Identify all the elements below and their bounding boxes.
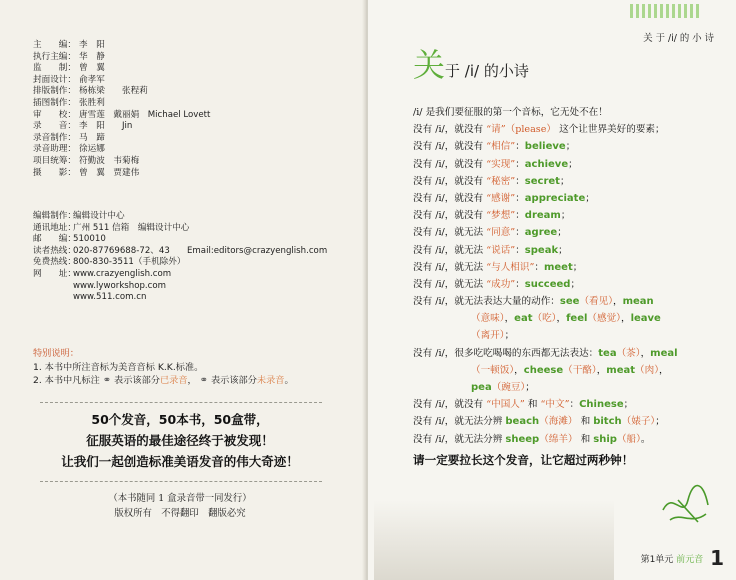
copyright-text: 版权所有 不得翻印 翻版必究 <box>114 508 246 519</box>
credit-row <box>33 40 210 52</box>
contact-value: 020-87769688-72、43 Email:editors@crazyenglish.com <box>73 245 328 256</box>
chinese-gloss: “中文” <box>540 399 570 411</box>
contact-row <box>33 246 327 258</box>
english-word: eat <box>514 313 533 325</box>
contact-row <box>33 281 327 293</box>
poem-line <box>413 276 678 293</box>
chinese-gloss: （离开） <box>471 330 505 342</box>
english-word: Chinese <box>579 399 624 411</box>
poem-text: 没有 /i/，就无法表达大量的动作： <box>413 296 560 308</box>
poem-line <box>413 104 678 121</box>
chinese-gloss: “同意” <box>486 227 516 239</box>
poem-text: ； <box>623 399 634 411</box>
english-word: sheep <box>505 433 540 445</box>
chinese-gloss: （意味） <box>471 313 505 325</box>
credit-name: 李 阳 Jin <box>79 121 133 132</box>
credit-name: 曾 翼 <box>79 63 105 74</box>
chinese-gloss: （肉） <box>635 364 660 376</box>
poem-text: ； <box>558 244 568 256</box>
recorded-label: 已录音 <box>159 375 188 386</box>
contact-label: 网 址： <box>33 268 76 279</box>
contact-label: 编辑制作： <box>33 211 76 221</box>
poem-line <box>413 156 678 173</box>
credit-name: 徐运娜 <box>79 144 105 155</box>
credit-role: 录音助理： <box>33 144 76 155</box>
chinese-gloss: （茶） <box>616 347 641 359</box>
contact-row <box>33 257 327 269</box>
poem-line <box>413 242 678 259</box>
divider-bottom <box>40 481 322 482</box>
poem-text: 没有 /i/，就无法 <box>413 244 487 256</box>
chinese-gloss: “秘密” <box>486 175 516 187</box>
english-word: ship <box>593 433 617 445</box>
decorative-pattern <box>630 4 700 18</box>
poem-text: ： <box>515 175 525 187</box>
poem-text: ； <box>655 416 665 428</box>
contact-value: 编辑设计中心 <box>73 211 125 221</box>
chinese-gloss: （一顿饭） <box>471 364 515 376</box>
credit-role: 录 音： <box>33 121 76 132</box>
poem-text: 没有 /i/，就无法 <box>413 261 487 273</box>
slogan-line-2: 征服英语的最佳途径终于被发现！ <box>86 433 274 448</box>
contact-row <box>33 269 327 281</box>
credit-name: 曾 翼 贾建伟 <box>79 167 140 178</box>
credit-row <box>33 156 210 168</box>
note-2-comma: ， <box>187 375 197 386</box>
contact-row <box>33 211 327 223</box>
poem-text: ， <box>504 313 515 325</box>
credit-role: 录音制作： <box>33 132 76 143</box>
slogan-block <box>20 409 340 472</box>
poem-text: 没有 /i/，就无法分辨 <box>413 416 506 428</box>
poem-text: 没有 /i/，就没有 <box>413 192 487 204</box>
poem-text: 没有 /i/，就没有 <box>413 399 487 411</box>
chinese-gloss: “中国人” <box>486 399 525 411</box>
chinese-gloss: （干酪） <box>563 364 597 376</box>
credit-name: 马 蹄 <box>79 132 105 143</box>
credit-name: 俞孝军 <box>79 74 105 85</box>
running-head: 关 于 /i/ 的 小 诗 <box>643 33 714 44</box>
contact-row <box>33 234 327 246</box>
poem-line <box>413 362 678 379</box>
contact-info <box>33 211 327 304</box>
poem-text: ， <box>596 364 607 376</box>
poem-text: ； <box>570 278 581 290</box>
copyright-block <box>20 491 340 521</box>
note-2-text: 2. 本书中凡标注 <box>33 375 100 386</box>
english-word: mean <box>622 296 654 308</box>
slogan-line-1: 50个发音，50本书，50盒带， <box>91 412 269 427</box>
english-word: meat <box>606 364 636 376</box>
chinese-gloss: “与人相识” <box>486 261 535 273</box>
english-word: bitch <box>593 416 622 428</box>
chinese-gloss: （绵羊） <box>539 433 578 445</box>
poem-line <box>413 379 678 396</box>
poem-line <box>413 396 678 413</box>
poem-line <box>413 345 678 362</box>
credit-role: 主 编： <box>33 40 76 50</box>
emphasis-line: 请一定要拉长这个发音，让它超过两秒钟！ <box>413 453 634 467</box>
credit-row <box>33 63 210 75</box>
english-word: pea <box>471 382 492 393</box>
poem-text: ； <box>565 141 576 153</box>
poem-text: 没有 /i/，就没有 <box>413 175 487 187</box>
chinese-gloss: “成功” <box>486 278 516 290</box>
credit-row <box>33 86 210 98</box>
poem-text: ； <box>572 261 583 273</box>
credit-role: 执行主编： <box>33 51 76 62</box>
photo-backdrop <box>374 500 614 580</box>
credit-name: 华 静 <box>79 51 105 62</box>
english-word: meal <box>650 347 678 359</box>
title-initial: 关 <box>413 46 446 84</box>
credit-role: 排版制作： <box>33 86 76 97</box>
divider-top <box>40 402 322 403</box>
contact-value: www.lyworkshop.com <box>73 280 167 291</box>
poem-text: ： <box>534 261 544 273</box>
poem-text: 和 <box>577 416 594 428</box>
poem-text: 没有 /i/，就无法分辨 <box>413 433 506 445</box>
poem-text: ： <box>515 141 525 153</box>
poem-text: 和 <box>524 399 541 411</box>
poem-text: ； <box>560 210 571 222</box>
contact-row <box>33 223 327 235</box>
credit-role: 插图制作： <box>33 97 76 108</box>
chinese-gloss: （豌豆） <box>491 382 526 393</box>
title-rest: 于 /i/ 的小诗 <box>445 62 529 80</box>
unit-name: 前元音 <box>676 555 704 565</box>
credit-row <box>33 133 210 145</box>
chinese-gloss: （感觉） <box>587 313 621 325</box>
poem-text: ： <box>515 227 525 239</box>
credits-list <box>33 40 210 179</box>
poem-text: ； <box>525 382 535 393</box>
credit-name: 李 阳 <box>79 40 105 50</box>
credit-row <box>33 52 210 64</box>
note-1: 1. 本书中所注音标为美音音标 K.K.标准。 <box>33 362 204 373</box>
chinese-gloss: （吃） <box>532 313 557 325</box>
poem-text: 没有 /i/，就没有 <box>413 124 487 136</box>
poem-text: 这个让世界美好的要素； <box>556 124 665 136</box>
poem-line <box>413 431 678 448</box>
english-word: succeed <box>524 278 571 290</box>
english-word: tea <box>598 347 617 359</box>
contact-label: 通讯地址： <box>33 222 76 233</box>
poem-text: ， <box>620 313 631 325</box>
poem-line <box>413 190 678 207</box>
english-word: cheese <box>523 364 564 376</box>
note-2-text-e: 表示该部分 <box>210 375 257 386</box>
poem-text: ： <box>515 158 525 170</box>
headphones-crossed-icon: ⚭ <box>199 375 209 386</box>
chinese-gloss: （婊子） <box>621 416 656 428</box>
contact-value: 广州 511 信箱 编辑设计中心 <box>73 222 190 233</box>
chinese-gloss: “说话” <box>486 244 516 256</box>
english-word: believe <box>524 141 566 153</box>
chinese-gloss: （船） <box>616 433 641 445</box>
english-word: dream <box>524 210 561 222</box>
poem-text: 没有 /i/，很多吃吃喝喝的东西都无法表达： <box>413 347 599 359</box>
poem-text: ； <box>504 330 515 342</box>
poem-text: ； <box>557 227 567 239</box>
poem-text: ， <box>556 313 567 325</box>
english-word: see <box>559 296 580 308</box>
credit-role: 封面设计： <box>33 74 76 85</box>
poem-text: 没有 /i/，就无法 <box>413 227 487 239</box>
english-word: meet <box>543 261 573 273</box>
left-page <box>0 0 366 580</box>
chinese-gloss: “实现” <box>486 158 516 170</box>
poem-text: ： <box>569 399 580 411</box>
poem-text: ， <box>659 364 669 376</box>
english-word: speak <box>524 244 559 256</box>
poem-text: 没有 /i/，就无法 <box>413 278 487 290</box>
credit-row <box>33 75 210 87</box>
poem-line <box>413 173 678 190</box>
contact-label: 读者热线： <box>33 245 76 256</box>
poem-text: 没有 /i/，就没有 <box>413 158 487 170</box>
contact-value: 800-830-3511（手机除外） <box>73 257 186 268</box>
chinese-gloss: “请”（please） <box>486 124 557 136</box>
chinese-gloss: “感谢” <box>486 192 516 204</box>
poem-line <box>413 207 678 224</box>
chinese-gloss: “梦想” <box>486 210 516 222</box>
poem-text: ： <box>515 210 525 222</box>
right-page <box>368 0 736 580</box>
poem-text: ； <box>559 175 570 187</box>
unit-label: 第1单元 <box>640 555 674 565</box>
notes-title: 特别说明： <box>33 348 79 359</box>
english-word: leave <box>630 313 661 325</box>
poem-line <box>413 413 678 430</box>
poem-line <box>413 121 678 138</box>
credit-row <box>33 121 210 133</box>
poem-text: 没有 /i/，就没有 <box>413 210 487 222</box>
credit-name: 唐雪莲 戴丽娟 Michael Lovett <box>79 109 211 120</box>
contact-label: 邮 编： <box>33 234 76 245</box>
contact-value: www.511.com.cn <box>73 292 147 303</box>
contact-row <box>33 292 327 304</box>
page-folio <box>641 546 724 570</box>
contact-value: 510010 <box>73 234 106 245</box>
poem-line <box>413 310 678 327</box>
english-word: secret <box>524 175 560 187</box>
not-recorded-label: 未录音 <box>256 375 285 386</box>
special-notes <box>33 347 294 387</box>
poem-text: /i/ 是我们要征服的第一个音标，它无处不在！ <box>413 107 608 118</box>
credit-role: 审 校： <box>33 109 76 120</box>
credit-role: 摄 影： <box>33 167 76 178</box>
poem-line <box>413 327 678 344</box>
page-title <box>413 40 529 86</box>
poem-text: ： <box>515 278 525 290</box>
slogan-line-3: 让我们一起创造标准美语发音的伟大奇迹！ <box>61 454 299 469</box>
contact-label: 免费热线： <box>33 257 76 268</box>
credit-row <box>33 98 210 110</box>
poem-text: ； <box>568 158 578 170</box>
credit-row <box>33 110 210 122</box>
page-number: 1 <box>710 546 724 570</box>
contact-value: www.crazyenglish.com <box>73 268 172 279</box>
credit-role: 项目统筹： <box>33 155 76 166</box>
poem-text: ， <box>640 347 651 359</box>
credit-role: 监 制： <box>33 63 76 74</box>
chinese-gloss: （看见） <box>579 296 614 308</box>
release-note: （本书随同 1 盒录音带一同发行） <box>108 493 252 504</box>
poem-text: 没有 /i/，就没有 <box>413 141 487 153</box>
english-word: appreciate <box>524 192 586 204</box>
poem-text: 和 <box>577 433 594 445</box>
english-word: feel <box>566 313 588 325</box>
poem-text: 。 <box>640 433 651 445</box>
poem-line <box>413 293 678 310</box>
chinese-gloss: “相信” <box>486 141 516 153</box>
poem-text: ： <box>515 192 525 204</box>
english-word: achieve <box>524 158 569 170</box>
poem-text: ， <box>514 364 524 376</box>
poem-line <box>413 224 678 241</box>
poem <box>413 104 678 448</box>
credit-name: 杨栋梁 张程莉 <box>79 86 148 97</box>
signature-graphic <box>658 470 718 530</box>
poem-line <box>413 138 678 155</box>
poem-line <box>413 259 678 276</box>
credit-name: 符勤波 韦菊梅 <box>79 155 140 166</box>
english-word: beach <box>505 416 540 428</box>
credit-name: 张胜利 <box>79 97 105 108</box>
note-2 <box>33 374 294 387</box>
headphones-icon: ⚭ <box>102 375 112 386</box>
note-2-text-b: 表示该部分 <box>114 375 160 386</box>
poem-text: ， <box>613 296 623 308</box>
note-2-period: 。 <box>284 375 294 386</box>
poem-text: ： <box>515 244 525 256</box>
chinese-gloss: （海滩） <box>539 416 578 428</box>
credit-row <box>33 168 210 180</box>
credit-row <box>33 144 210 156</box>
poem-text: ； <box>585 192 595 204</box>
english-word: agree <box>524 227 558 239</box>
